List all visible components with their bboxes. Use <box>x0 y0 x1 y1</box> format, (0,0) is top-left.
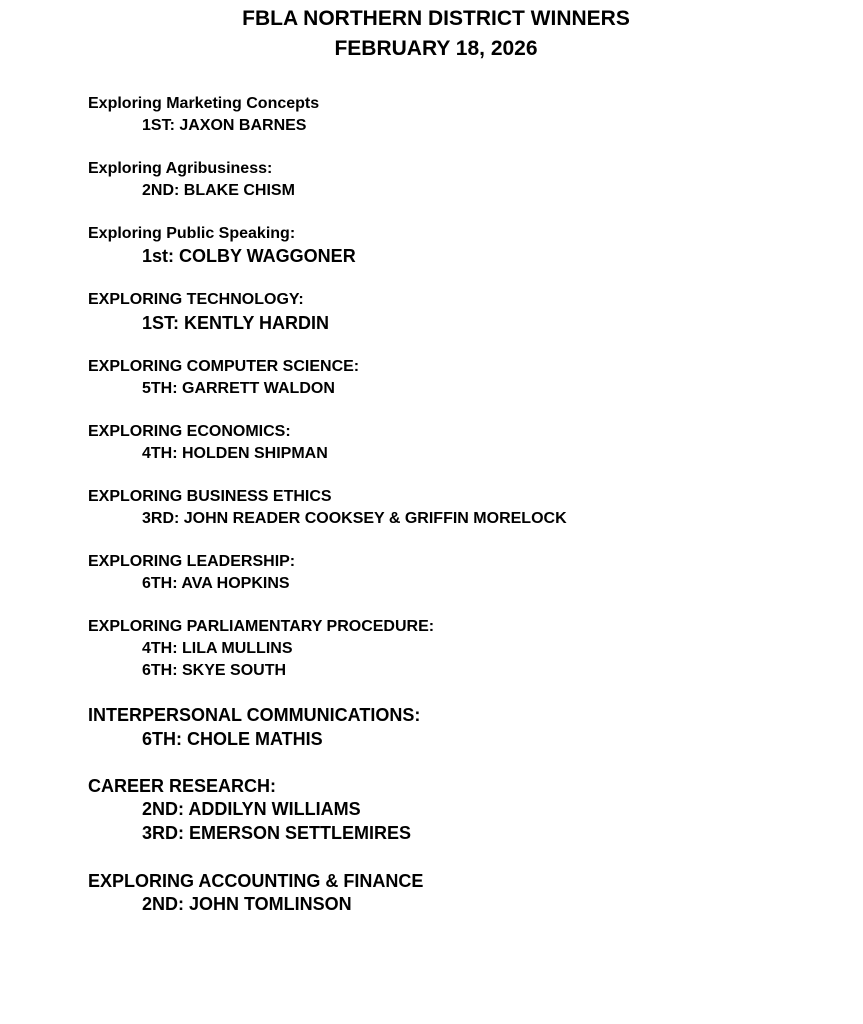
winner-entry: 1ST: KENTLY HARDIN <box>142 313 330 333</box>
category-heading: EXPLORING TECHNOLOGY: <box>88 291 304 308</box>
winner-entry: 6TH: CHOLE MATHIS <box>142 729 323 749</box>
category-heading: INTERPERSONAL COMMUNICATIONS: <box>88 705 421 725</box>
winner-entry: 6TH: AVA HOPKINS <box>142 575 290 592</box>
winner-entry: 4TH: HOLDEN SHIPMAN <box>142 445 328 462</box>
category-heading: EXPLORING LEADERSHIP: <box>88 553 296 570</box>
winner-entry: 1st: COLBY WAGGONER <box>142 246 356 266</box>
page-date: FEBRUARY 18, 2026 <box>334 37 538 60</box>
winner-entry: 6TH: SKYE SOUTH <box>142 662 287 679</box>
page-title: FBLA NORTHERN DISTRICT WINNERS <box>242 7 630 30</box>
category-heading: EXPLORING BUSINESS ETHICS <box>88 488 332 505</box>
winner-entry: 3RD: EMERSON SETTLEMIRES <box>142 823 412 843</box>
winner-entry: 2ND: JOHN TOMLINSON <box>142 894 352 914</box>
winner-entry: 1ST: JAXON BARNES <box>142 117 307 134</box>
category-heading: Exploring Marketing Concepts <box>88 95 320 112</box>
category-heading: Exploring Public Speaking: <box>88 225 296 242</box>
winner-entry: 2ND: ADDILYN WILLIAMS <box>142 799 361 819</box>
winner-entry: 4TH: LILA MULLINS <box>142 640 293 657</box>
winner-entry: 5TH: GARRETT WALDON <box>142 380 335 397</box>
winner-entry: 3RD: JOHN READER COOKSEY & GRIFFIN MORELOCK <box>142 510 567 527</box>
category-heading: Exploring Agribusiness: <box>88 160 273 177</box>
category-heading: EXPLORING ECONOMICS: <box>88 423 291 440</box>
category-heading: EXPLORING PARLIAMENTARY PROCEDURE: <box>88 618 435 635</box>
category-heading: EXPLORING ACCOUNTING & FINANCE <box>88 871 424 891</box>
category-heading: CAREER RESEARCH: <box>88 776 277 796</box>
winner-entry: 2ND: BLAKE CHISM <box>142 182 295 199</box>
category-heading: EXPLORING COMPUTER SCIENCE: <box>88 358 360 375</box>
